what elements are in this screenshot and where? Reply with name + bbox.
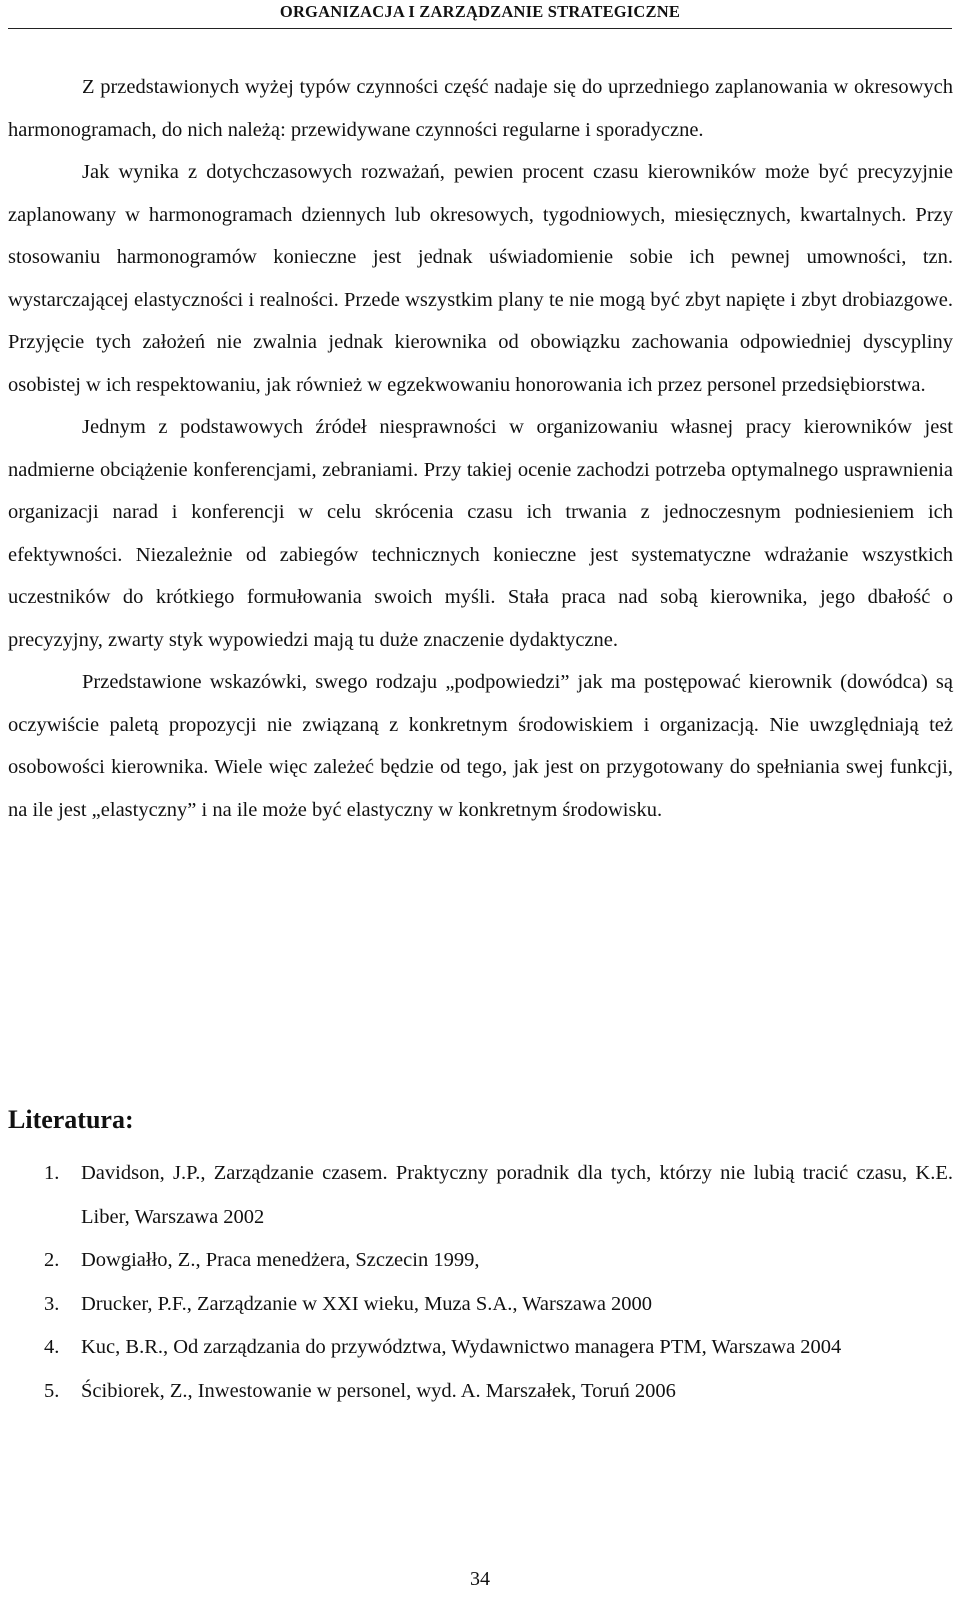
literature-item-number: 3.: [44, 1292, 60, 1315]
literature-item-text: Davidson, J.P., Zarządzanie czasem. Praktyczny poradnik dla tych, którzy nie lubią tracić czasu, K.E. Liber, Warszawa 2002: [81, 1162, 953, 1228]
literature-item-number: 4.: [44, 1336, 60, 1358]
literature-item-4: [0, 1326, 953, 1370]
paragraph-2: Jak wynika z dotychczasowych rozważań, pewien procent czasu kierowników może być precyzyjnie zaplanowany w harmonogramach dziennych lub okresowych, tygodniowych, miesięcznych, kwartalnych. Przy stosowaniu harmonogramów konieczne jest jednak uświadomienie sobie ich pewnej umowności, tzn. wystarczającej elastyczności i realności. Przede wszystkim plany te nie mogą być zbyt napięte i zbyt drobiazgowe. Przyjęcie tych założeń nie zwalnia jednak kierownika od obowiązku zachowania odpowiedniej dyscypliny osobistej w ich respektowaniu, jak również w egzekwowaniu honorowania ich przez personel przedsiębiorstwa.: [8, 161, 953, 396]
literature-item-2: [0, 1239, 953, 1283]
literature-item-number: 5.: [44, 1379, 60, 1402]
page-number: 34: [470, 1568, 490, 1590]
literature-item-text: Kuc, B.R., Od zarządzania do przywództwa, Wydawnictwo managera PTM, Warszawa 2004: [81, 1336, 842, 1358]
literature-item-number: 1.: [44, 1162, 60, 1184]
literature-list: [0, 1152, 953, 1413]
literature-item-text: Dowgiałło, Z., Praca menedżera, Szczecin 1999,: [81, 1249, 480, 1271]
literature-heading: Literatura:: [8, 1105, 134, 1134]
literature-item-text: Drucker, P.F., Zarządzanie w XXI wieku, Muza S.A., Warszawa 2000: [81, 1292, 653, 1315]
paragraph-3: Jednym z podstawowych źródeł niesprawności w organizowaniu własnej pracy kierowników jest nadmierne obciążenie konferencjami, zebraniami. Przy takiej ocenie zachodzi potrzeba optymalnego usprawnienia organizacji narad i konferencji w celu skrócenia czasu ich trwania z jednoczesnym podniesieniem ich efektywności. Niezależnie od zabiegów technicznych konieczne jest systematyczne wdrażanie wszystkich uczestników do krótkiego formułowania swoich myśli. Stała praca nad sobą kierownika, jego dbałość o precyzyjny, zwarty styk wypowiedzi mają tu duże znaczenie dydaktyczne.: [8, 416, 953, 651]
paragraph-4: Przedstawione wskazówki, swego rodzaju „podpowiedzi” jak ma postępować kierownik (dowódca) są oczywiście paletą propozycji nie związaną z konkretnym środowiskiem i organizacją. Nie uwzględniają też osobowości kierownika. Wiele więc zależeć będzie od tego, jak jest on przygotowany do spełniania swej funkcji, na ile jest „elastyczny” i na ile może być elastyczny w konkretnym środowisku.: [8, 671, 953, 821]
literature-item-5: [0, 1370, 953, 1414]
running-header: ORGANIZACJA I ZARZĄDZANIE STRATEGICZNE: [8, 2, 952, 29]
paragraph-1: Z przedstawionych wyżej typów czynności część nadaje się do uprzedniego zaplanowania w okresowych harmonogramach, do nich należą: przewidywane czynności regularne i sporadyczne.: [8, 76, 953, 141]
literature-item-text: Ścibiorek, Z., Inwestowanie w personel, wyd. A. Marszałek, Toruń 2006: [81, 1379, 676, 1402]
literature-item-3: [0, 1283, 953, 1327]
body-text: [8, 66, 953, 831]
literature-item-number: 2.: [44, 1249, 60, 1271]
literature-item-1: [0, 1152, 953, 1239]
